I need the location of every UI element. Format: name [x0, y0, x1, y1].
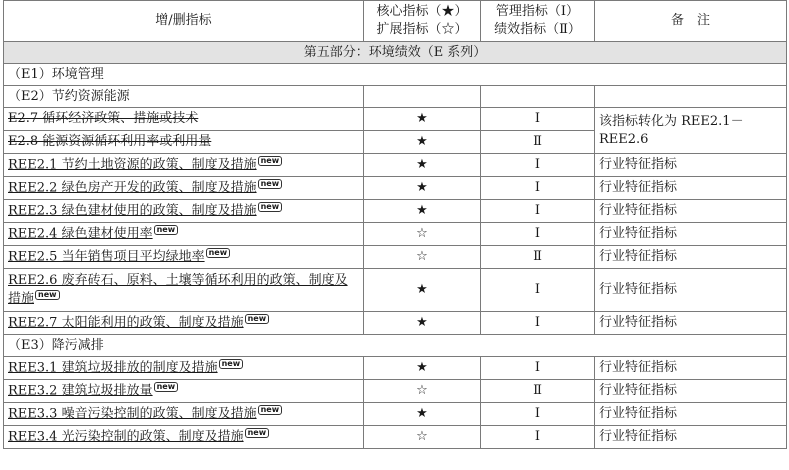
indicator-level: Ⅰ — [481, 269, 595, 312]
indicator-name: REE2.7 太阳能利用的政策、制度及措施 — [8, 315, 244, 331]
new-badge: new — [245, 428, 270, 438]
indicator-name: REE2.5 当年销售项目平均绿地率 — [8, 249, 205, 265]
new-badge: new — [258, 202, 283, 212]
table-row — [4, 223, 787, 246]
group-row-e3 — [4, 335, 787, 357]
indicator-type: ★ — [364, 108, 481, 131]
remark: 行业特征指标 — [595, 269, 787, 312]
remark-merged — [595, 108, 787, 154]
remark: 行业特征指标 — [595, 246, 787, 269]
header-indicator: 增/删指标 — [4, 1, 364, 42]
indicator-type: ★ — [364, 269, 481, 312]
table-row — [4, 200, 787, 223]
table-row — [4, 269, 787, 312]
table-row — [4, 357, 787, 380]
table-row — [4, 426, 787, 449]
new-badge: new — [258, 156, 283, 166]
table-row — [4, 108, 787, 131]
section-row — [4, 42, 787, 64]
indicator-level: Ⅰ — [481, 312, 595, 335]
indicator-type: ☆ — [364, 246, 481, 269]
indicator-type: ★ — [364, 312, 481, 335]
table-row — [4, 403, 787, 426]
group-title-e3: （E3）降污减排 — [4, 335, 787, 357]
table-row — [4, 177, 787, 200]
indicator-name: REE2.2 绿色房产开发的政策、制度及措施 — [8, 180, 257, 196]
indicator-level: Ⅰ — [481, 108, 595, 131]
indicator-level: Ⅰ — [481, 357, 595, 380]
group-title-e1: （E1）环境管理 — [4, 64, 787, 86]
indicator-level: Ⅰ — [481, 177, 595, 200]
remark-line-1: 该指标转化为 REE2.1－ — [599, 113, 744, 129]
section-title: 第五部分：环境绩效（E 系列） — [4, 42, 787, 64]
new-badge: new — [245, 314, 270, 324]
indicator-level: Ⅰ — [481, 200, 595, 223]
header-performance-label: 绩效指标（Ⅱ） — [494, 22, 581, 37]
indicator-type: ☆ — [364, 223, 481, 246]
header-extended-label: 扩展指标（☆） — [376, 22, 468, 37]
indicator-level: Ⅰ — [481, 223, 595, 246]
header-management-performance — [481, 1, 595, 42]
indicator-name: REE3.2 建筑垃圾排放量 — [8, 383, 153, 399]
table-row — [4, 380, 787, 403]
indicator-level: Ⅰ — [481, 154, 595, 177]
indicator-type: ★ — [364, 177, 481, 200]
new-badge: new — [154, 382, 179, 392]
new-badge: new — [206, 248, 231, 258]
remark: 行业特征指标 — [595, 380, 787, 403]
remark-line-2: REE2.6 — [599, 131, 649, 147]
group-row-e2 — [4, 86, 787, 108]
indicator-level: Ⅰ — [481, 403, 595, 426]
indicator-type: ☆ — [364, 426, 481, 449]
header-core-extended — [364, 1, 481, 42]
remark: 行业特征指标 — [595, 312, 787, 335]
indicator-type: ★ — [364, 154, 481, 177]
table-row — [4, 246, 787, 269]
indicator-name: REE2.1 节约土地资源的政策、制度及措施 — [8, 157, 257, 173]
remark: 行业特征指标 — [595, 403, 787, 426]
new-badge: new — [35, 290, 60, 300]
indicator-type: ★ — [364, 403, 481, 426]
header-management-label: 管理指标（Ⅰ） — [495, 4, 580, 19]
remark: 行业特征指标 — [595, 200, 787, 223]
indicator-level: Ⅱ — [481, 246, 595, 269]
indicator-name: REE2.3 绿色建材使用的政策、制度及措施 — [8, 203, 257, 219]
new-badge: new — [258, 405, 283, 415]
table-header-row — [4, 1, 787, 42]
group-title-e2: （E2）节约资源能源 — [4, 86, 364, 108]
indicator-name: E2.7 循环经济政策、措施或技术 — [4, 108, 364, 131]
remark: 行业特征指标 — [595, 223, 787, 246]
header-core-label: 核心指标（★） — [376, 4, 468, 19]
remark: 行业特征指标 — [595, 426, 787, 449]
indicator-level: Ⅰ — [481, 426, 595, 449]
indicator-type: ★ — [364, 131, 481, 154]
indicator-type: ★ — [364, 357, 481, 380]
indicator-name: REE2.6 废弃砖石、原料、土壤等循环利用的政策、制度及措施 — [8, 272, 348, 307]
header-remarks: 备 注 — [595, 1, 787, 42]
indicator-name: E2.8 能源资源循环利用率或利用量 — [4, 131, 364, 154]
table-row — [4, 312, 787, 335]
indicator-table — [3, 0, 787, 449]
group-row-e1 — [4, 64, 787, 86]
remark: 行业特征指标 — [595, 177, 787, 200]
new-badge: new — [258, 179, 283, 189]
indicator-type: ★ — [364, 200, 481, 223]
table-row — [4, 154, 787, 177]
indicator-name: REE3.3 噪音污染控制的政策、制度及措施 — [8, 406, 257, 422]
new-badge: new — [219, 359, 244, 369]
indicator-name: REE3.4 光污染控制的政策、制度及措施 — [8, 429, 244, 445]
indicator-name: REE3.1 建筑垃圾排放的制度及措施 — [8, 360, 218, 376]
indicator-name: REE2.4 绿色建材使用率 — [8, 226, 153, 242]
remark: 行业特征指标 — [595, 357, 787, 380]
indicator-level: Ⅱ — [481, 131, 595, 154]
new-badge: new — [154, 225, 179, 235]
remark: 行业特征指标 — [595, 154, 787, 177]
indicator-type: ☆ — [364, 380, 481, 403]
indicator-level: Ⅱ — [481, 380, 595, 403]
